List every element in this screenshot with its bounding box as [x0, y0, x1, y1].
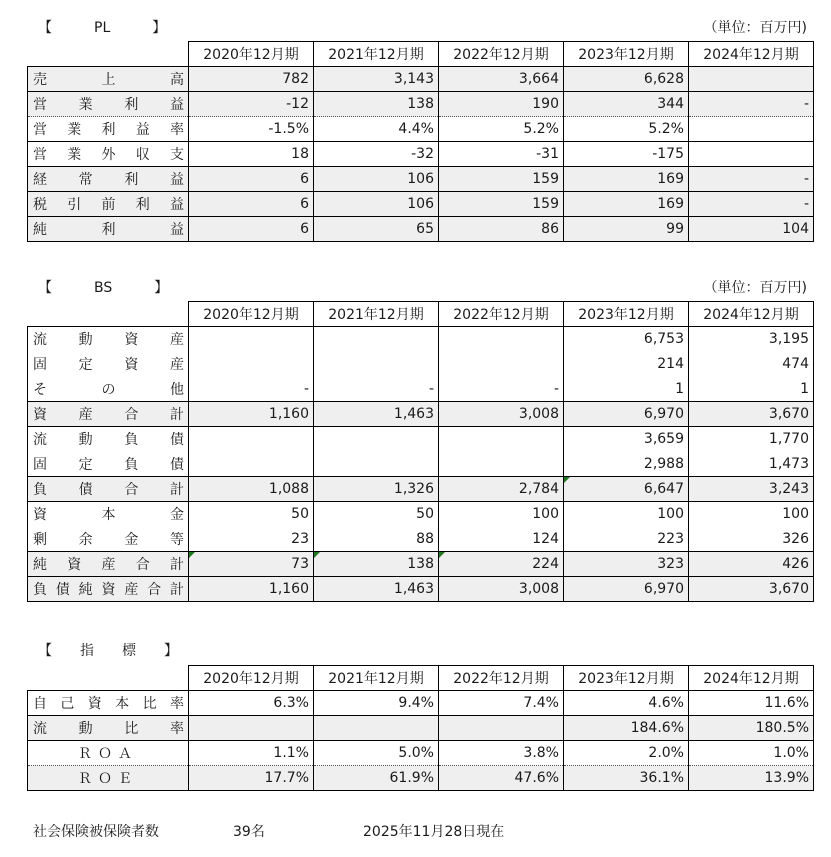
pl-cell[interactable]: 190 [439, 92, 564, 117]
label-char: 剰 [33, 531, 47, 548]
bs-row-capital [28, 502, 814, 527]
bs-cell[interactable]: 1,326 [314, 477, 439, 502]
label-char: 利 [101, 222, 116, 238]
ind-cell[interactable] [189, 716, 314, 741]
bs-cell[interactable]: 73 [189, 552, 314, 577]
pl-label-net-income [32, 219, 184, 239]
bs-cell[interactable] [439, 427, 564, 452]
label-char: 収 [135, 147, 150, 163]
bs-cell[interactable]: 1,770 [689, 427, 814, 452]
label-char: 利 [101, 122, 116, 138]
pl-label-operating-income [32, 94, 184, 114]
label-char: 利 [124, 97, 139, 113]
bs-cell[interactable]: 3,243 [689, 477, 814, 502]
label-char: 益 [170, 197, 184, 213]
pl-row-net-income [28, 217, 814, 242]
pl-cell[interactable]: 4.4% [314, 117, 439, 142]
pl-label-sales [32, 69, 184, 89]
pl-cell[interactable]: 3,143 [314, 67, 439, 92]
pl-cell[interactable]: 159 [439, 167, 564, 192]
label-char: 純 [78, 582, 93, 598]
label-char: 売 [33, 72, 47, 88]
label-char: 産 [169, 357, 184, 373]
label-char: 合 [135, 557, 150, 573]
label-char: 高 [170, 72, 184, 88]
label-char: 税 [33, 197, 47, 213]
ind-cell[interactable]: 13.9% [689, 766, 814, 791]
bs-cell[interactable]: 1 [689, 377, 814, 402]
label-char: 純 [33, 222, 47, 238]
ind-cell[interactable]: 1.1% [189, 741, 314, 766]
ind-header-corner [28, 666, 189, 691]
bs-cell[interactable] [314, 327, 439, 352]
pl-cell[interactable]: 138 [314, 92, 439, 117]
bs-row-current-assets [28, 327, 814, 352]
ind-cell[interactable]: 17.7% [189, 766, 314, 791]
label-char: 比 [142, 696, 157, 712]
label-char: 資 [124, 357, 139, 373]
pl-cell[interactable]: 5.2% [564, 117, 689, 142]
pl-label-non-operating [32, 144, 184, 164]
pl-cell[interactable]: 782 [189, 67, 314, 92]
label-char: 債 [169, 456, 184, 473]
label-char: Ａ [118, 746, 132, 762]
ind-cell[interactable]: 4.6% [564, 691, 689, 716]
label-char: 率 [169, 721, 184, 737]
pl-cell[interactable]: 6 [189, 192, 314, 217]
ind-cell[interactable]: 11.6% [689, 691, 814, 716]
ind-cell[interactable]: 1.0% [689, 741, 814, 766]
label-char: 益 [169, 97, 184, 113]
ind-cell[interactable]: 3.8% [439, 741, 564, 766]
bs-header-corner [28, 302, 189, 327]
pl-cell[interactable]: 86 [439, 217, 564, 242]
bs-cell[interactable]: 1,473 [689, 452, 814, 477]
bs-row-fixed-liabilities [28, 452, 814, 477]
label-char: 合 [147, 582, 162, 598]
label-char: 率 [170, 122, 184, 138]
pl-cell[interactable]: - [689, 92, 814, 117]
bs-row-total-assets [28, 402, 814, 427]
bs-cell[interactable] [439, 452, 564, 477]
bs-cell[interactable]: 23 [189, 527, 314, 552]
label-char: 資 [87, 696, 102, 712]
bs-label-total-assets [32, 404, 184, 424]
pl-cell[interactable]: 6 [189, 217, 314, 242]
label-char: 己 [60, 696, 75, 712]
ind-row-current-ratio [28, 716, 814, 741]
bs-cell[interactable]: 124 [439, 527, 564, 552]
label-char: 外 [101, 147, 116, 163]
ind-header-row [28, 666, 814, 691]
pl-header-2022[interactable]: 2022年12月期 [439, 42, 564, 67]
bs-unit-label: （単位：百万円) [703, 280, 807, 296]
bs-cell[interactable]: 6,970 [564, 402, 689, 427]
label-char: の [101, 381, 116, 398]
label-char: 債 [78, 482, 93, 498]
label-char: 合 [124, 407, 139, 423]
bs-cell[interactable]: - [189, 377, 314, 402]
insured-count: 39名 [233, 824, 265, 840]
bs-cell[interactable]: - [439, 377, 564, 402]
bs-header-2024[interactable]: 2024年12月期 [689, 302, 814, 327]
bs-row-total-liabilities [28, 477, 814, 502]
ind-cell[interactable]: 2.0% [564, 741, 689, 766]
bs-cell[interactable]: 3,670 [689, 402, 814, 427]
ind-cell[interactable]: 36.1% [564, 766, 689, 791]
ind-cell[interactable]: 184.6% [564, 716, 689, 741]
label-char: 資 [101, 582, 116, 598]
label-char: 金 [124, 531, 139, 548]
label-char: Ｏ [98, 746, 112, 762]
bs-row-net-assets [28, 552, 814, 577]
ind-header-2023[interactable]: 2023年12月期 [564, 666, 689, 691]
bs-label-fixed-liabilities [32, 454, 184, 474]
pl-cell[interactable]: 6 [189, 167, 314, 192]
pl-cell[interactable]: -32 [314, 142, 439, 167]
pl-row-sales [28, 67, 814, 92]
label-char: 資 [67, 557, 82, 573]
pl-header-corner [28, 42, 189, 67]
label-char: Ｒ [78, 746, 92, 762]
bs-header-2020[interactable]: 2020年12月期 [189, 302, 314, 327]
bs-cell[interactable]: 6,647 [564, 477, 689, 502]
bs-cell[interactable]: 2,988 [564, 452, 689, 477]
bs-cell[interactable]: - [314, 377, 439, 402]
bs-cell[interactable] [439, 352, 564, 377]
ind-cell[interactable]: 5.0% [314, 741, 439, 766]
bs-cell[interactable]: 1,160 [189, 577, 314, 602]
pl-row-operating-income [28, 92, 814, 117]
pl-cell[interactable]: 106 [314, 192, 439, 217]
label-char: 流 [33, 721, 47, 737]
pl-cell[interactable] [689, 67, 814, 92]
pl-header-2021[interactable]: 2021年12月期 [314, 42, 439, 67]
bs-label-fixed-assets [32, 354, 184, 374]
bs-cell[interactable]: 3,008 [439, 402, 564, 427]
label-char: 固 [33, 456, 47, 473]
bs-cell[interactable] [189, 452, 314, 477]
label-char: 固 [33, 357, 47, 373]
label-char: 資 [33, 507, 47, 524]
label-char: 産 [101, 557, 116, 573]
pl-cell[interactable] [689, 142, 814, 167]
bs-header-row [28, 302, 814, 327]
bs-cell[interactable] [439, 327, 564, 352]
bs-cell[interactable]: 100 [439, 502, 564, 527]
pl-header-2023[interactable]: 2023年12月期 [564, 42, 689, 67]
bs-cell[interactable]: 88 [314, 527, 439, 552]
bs-header-2022[interactable]: 2022年12月期 [439, 302, 564, 327]
label-char: 動 [78, 721, 93, 737]
ind-row-roa [28, 741, 814, 766]
label-char: 産 [169, 332, 184, 349]
bs-row-other [28, 377, 814, 402]
pl-table [27, 41, 814, 242]
bs-cell[interactable]: 100 [564, 502, 689, 527]
ind-table [27, 665, 814, 791]
label-char: 益 [169, 172, 184, 188]
bs-label-net-assets [32, 554, 184, 574]
label-char: Ｅ [118, 771, 132, 787]
pl-cell[interactable]: 104 [689, 217, 814, 242]
ind-label-equity-ratio [32, 693, 184, 713]
label-char: 合 [124, 482, 139, 498]
label-char: 他 [170, 381, 184, 398]
bs-cell[interactable] [314, 452, 439, 477]
label-char: 余 [78, 531, 93, 548]
pl-row-ordinary-income [28, 167, 814, 192]
label-char: 計 [170, 557, 184, 573]
bs-label-other [32, 379, 184, 399]
pl-row-pretax-income [28, 192, 814, 217]
bs-cell[interactable]: 6,970 [564, 577, 689, 602]
pl-cell[interactable]: 18 [189, 142, 314, 167]
label-char: 本 [115, 696, 130, 712]
bs-label-current-assets [32, 329, 184, 349]
label-char: Ｒ [78, 771, 92, 787]
bs-cell[interactable] [314, 427, 439, 452]
ind-cell[interactable]: 61.9% [314, 766, 439, 791]
ind-cell[interactable]: 47.6% [439, 766, 564, 791]
bs-cell[interactable]: 474 [689, 352, 814, 377]
bs-cell[interactable]: 1,463 [314, 402, 439, 427]
pl-header-2020[interactable]: 2020年12月期 [189, 42, 314, 67]
pl-label-ordinary-income [32, 169, 184, 189]
ind-section-title: 【 指 標 】 [38, 643, 178, 659]
label-char: Ｏ [98, 771, 112, 787]
label-char: 資 [124, 332, 139, 349]
label-char: 前 [101, 197, 116, 213]
bs-section-title: 【 BS 】 [38, 280, 169, 296]
bs-cell[interactable]: 323 [564, 552, 689, 577]
pl-row-non-operating [28, 142, 814, 167]
bs-cell[interactable]: 50 [189, 502, 314, 527]
pl-cell[interactable]: 344 [564, 92, 689, 117]
label-char: 流 [33, 432, 47, 449]
bs-label-total-liabilities-net-assets [32, 579, 184, 599]
bs-label-surplus [32, 529, 184, 549]
pl-cell[interactable]: -31 [439, 142, 564, 167]
bs-label-capital [32, 504, 184, 524]
label-char: 負 [124, 456, 139, 473]
pl-cell[interactable]: -175 [564, 142, 689, 167]
label-char: 動 [78, 432, 93, 449]
pl-header-2024[interactable]: 2024年12月期 [689, 42, 814, 67]
ind-label-roa [32, 743, 184, 763]
label-char: 引 [67, 197, 82, 213]
bs-cell[interactable]: 1 [564, 377, 689, 402]
label-char: 自 [33, 696, 47, 712]
bs-cell[interactable]: 214 [564, 352, 689, 377]
label-char: 利 [124, 172, 139, 188]
pl-section-title: 【 PL 】 [38, 20, 167, 36]
label-char: 純 [33, 557, 47, 573]
ind-cell[interactable] [314, 716, 439, 741]
label-char: 上 [101, 72, 116, 88]
bs-cell[interactable]: 50 [314, 502, 439, 527]
label-char: 流 [33, 332, 47, 349]
as-of-date: 2025年11月28日現在 [363, 824, 505, 840]
bs-cell[interactable]: 1,160 [189, 402, 314, 427]
ind-row-roe [28, 766, 814, 791]
label-char: 比 [124, 721, 139, 737]
label-char: 益 [135, 122, 150, 138]
label-char: 産 [124, 582, 139, 598]
ind-header-2022[interactable]: 2022年12月期 [439, 666, 564, 691]
ind-cell[interactable]: 7.4% [439, 691, 564, 716]
label-char: 資 [33, 407, 47, 423]
label-char: 負 [124, 432, 139, 449]
bs-cell[interactable]: 2,784 [439, 477, 564, 502]
ind-label-current-ratio [32, 718, 184, 738]
label-char: 営 [33, 97, 47, 113]
label-char: 業 [67, 122, 82, 138]
bs-cell[interactable] [189, 352, 314, 377]
label-char: 営 [33, 122, 47, 138]
pl-label-operating-margin [32, 119, 184, 139]
pl-cell[interactable]: 6,628 [564, 67, 689, 92]
label-char: そ [33, 381, 47, 398]
label-char: 計 [169, 407, 184, 423]
label-char: 定 [78, 357, 93, 373]
bs-cell[interactable]: 326 [689, 527, 814, 552]
pl-cell[interactable]: - [689, 192, 814, 217]
bs-cell[interactable]: 1,088 [189, 477, 314, 502]
bs-label-total-liabilities [32, 479, 184, 499]
pl-label-pretax-income [32, 194, 184, 214]
bs-cell[interactable] [189, 427, 314, 452]
bs-row-current-liabilities [28, 427, 814, 452]
pl-cell[interactable] [689, 117, 814, 142]
label-char: 負 [33, 582, 47, 598]
pl-header-row [28, 42, 814, 67]
pl-cell[interactable]: 5.2% [439, 117, 564, 142]
ind-label-roe [32, 768, 184, 788]
bs-row-surplus [28, 527, 814, 552]
bs-header-2021[interactable]: 2021年12月期 [314, 302, 439, 327]
bs-cell[interactable]: 6,753 [564, 327, 689, 352]
label-char: 本 [101, 507, 116, 524]
pl-cell[interactable]: 169 [564, 167, 689, 192]
label-char: 率 [169, 696, 184, 712]
label-char: 定 [78, 456, 93, 473]
label-char: 益 [170, 222, 184, 238]
bs-cell[interactable]: 224 [439, 552, 564, 577]
label-char: 業 [67, 147, 82, 163]
bs-cell[interactable]: 3,008 [439, 577, 564, 602]
ind-header-2020[interactable]: 2020年12月期 [189, 666, 314, 691]
ind-cell[interactable] [439, 716, 564, 741]
pl-cell[interactable]: 169 [564, 192, 689, 217]
label-char: 常 [78, 172, 93, 188]
label-char: 金 [170, 507, 184, 524]
pl-cell[interactable]: -1.5% [189, 117, 314, 142]
bs-cell[interactable]: 138 [314, 552, 439, 577]
bs-cell[interactable]: 3,659 [564, 427, 689, 452]
ind-header-2024[interactable]: 2024年12月期 [689, 666, 814, 691]
bs-table [27, 301, 814, 602]
label-char: 等 [169, 531, 184, 548]
bs-row-fixed-assets [28, 352, 814, 377]
bs-cell[interactable] [189, 327, 314, 352]
bs-cell[interactable] [314, 352, 439, 377]
label-char: 計 [169, 582, 184, 598]
pl-cell[interactable]: - [689, 167, 814, 192]
ind-cell[interactable]: 9.4% [314, 691, 439, 716]
label-char: 産 [78, 407, 93, 423]
bs-cell[interactable]: 3,670 [689, 577, 814, 602]
ind-cell[interactable]: 180.5% [689, 716, 814, 741]
bs-label-current-liabilities [32, 429, 184, 449]
bs-cell[interactable]: 223 [564, 527, 689, 552]
label-char: 利 [135, 197, 150, 213]
label-char: 動 [78, 332, 93, 349]
label-char: 支 [170, 147, 184, 163]
bs-cell[interactable]: 3,195 [689, 327, 814, 352]
ind-row-equity-ratio [28, 691, 814, 716]
label-char: 負 [33, 482, 47, 498]
label-char: 経 [33, 172, 47, 188]
pl-cell[interactable]: 99 [564, 217, 689, 242]
pl-cell[interactable]: 3,664 [439, 67, 564, 92]
bs-row-total-liabilities-net-assets [28, 577, 814, 602]
pl-cell[interactable]: 65 [314, 217, 439, 242]
ind-header-2021[interactable]: 2021年12月期 [314, 666, 439, 691]
bs-cell[interactable]: 1,463 [314, 577, 439, 602]
label-char: 債 [55, 582, 70, 598]
bs-cell[interactable]: 426 [689, 552, 814, 577]
label-char: 営 [33, 147, 47, 163]
bs-cell[interactable]: 100 [689, 502, 814, 527]
insured-label: 社会保険被保険者数 [33, 824, 159, 840]
pl-unit-label: （単位：百万円) [703, 20, 807, 36]
label-char: 業 [78, 97, 93, 113]
pl-cell[interactable]: -12 [189, 92, 314, 117]
bs-header-2023[interactable]: 2023年12月期 [564, 302, 689, 327]
pl-cell[interactable]: 106 [314, 167, 439, 192]
label-char: 債 [169, 432, 184, 449]
label-char: 計 [169, 482, 184, 498]
pl-cell[interactable]: 159 [439, 192, 564, 217]
ind-cell[interactable]: 6.3% [189, 691, 314, 716]
pl-row-operating-margin [28, 117, 814, 142]
